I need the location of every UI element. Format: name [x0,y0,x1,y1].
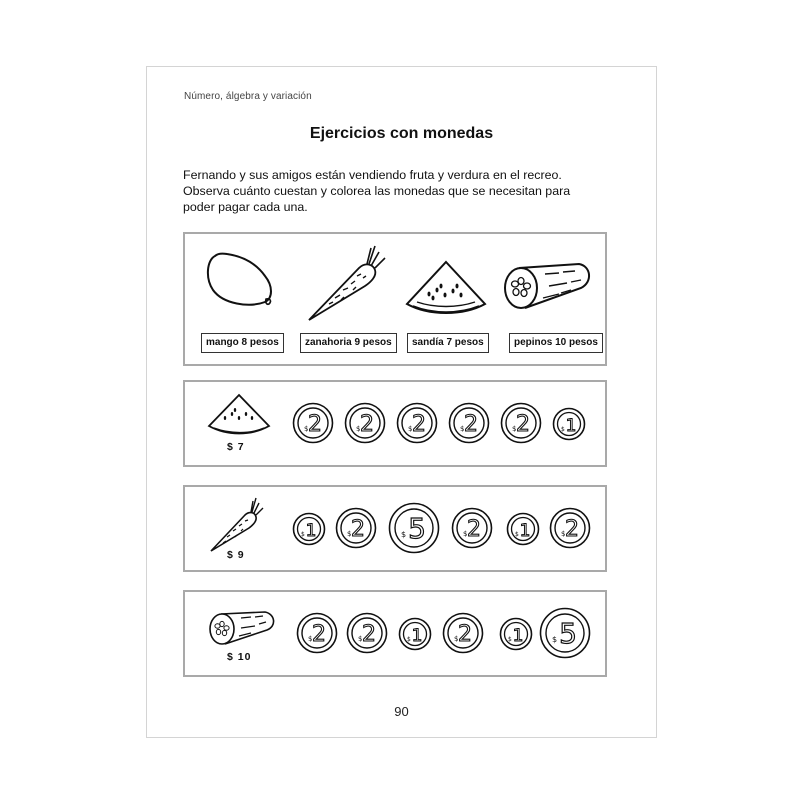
svg-text:$: $ [561,530,566,538]
coin-1-peso[interactable] [398,617,432,651]
coin-2-pesos[interactable] [549,507,591,549]
svg-text:2: 2 [516,412,530,437]
exercise-panel-pepinos [183,590,607,677]
svg-text:$: $ [454,635,459,643]
exercise-price: $ 7 [227,441,245,453]
coin-1-peso[interactable] [292,512,326,546]
price-tag-zanahoria: zanahoria 9 pesos [300,333,397,353]
coin-1-peso[interactable] [506,512,540,546]
coin-5-pesos[interactable] [388,502,440,554]
svg-text:5: 5 [559,617,577,650]
svg-text:$: $ [347,530,352,538]
svg-text:2: 2 [458,622,472,647]
svg-text:2: 2 [308,412,322,437]
svg-text:$: $ [561,426,565,433]
svg-text:$: $ [512,425,517,433]
svg-text:1: 1 [411,626,423,646]
svg-text:$: $ [515,531,519,538]
svg-text:$: $ [401,530,407,539]
svg-text:$: $ [408,425,413,433]
coin-2-pesos[interactable] [448,402,490,444]
coin-1-peso[interactable] [499,617,533,651]
watermelon-slice-icon [403,258,489,324]
svg-text:$: $ [407,636,411,643]
cucumber-icon [501,262,593,318]
price-tag-pepinos: pepinos 10 pesos [509,333,603,353]
svg-text:2: 2 [464,412,478,437]
svg-text:$: $ [304,425,309,433]
coin-2-pesos[interactable] [396,402,438,444]
svg-text:1: 1 [305,521,317,541]
svg-text:1: 1 [512,626,524,646]
svg-text:2: 2 [467,517,481,542]
coin-2-pesos[interactable] [346,612,388,654]
svg-text:$: $ [508,636,512,643]
products-panel [183,232,607,366]
cucumber-icon [207,610,277,652]
coin-2-pesos[interactable] [500,402,542,444]
coin-5-pesos[interactable] [539,607,591,659]
exercise-price: $ 9 [227,549,245,561]
coin-2-pesos[interactable] [442,612,484,654]
svg-text:2: 2 [351,517,365,542]
svg-text:$: $ [358,635,363,643]
svg-text:2: 2 [312,622,326,647]
svg-text:5: 5 [408,512,426,545]
exercise-price: $ 10 [227,651,252,663]
svg-text:$: $ [308,635,313,643]
page-number: 90 [394,704,409,719]
svg-text:$: $ [552,635,558,644]
coin-2-pesos[interactable] [344,402,386,444]
svg-text:1: 1 [519,521,531,541]
exercise-panel-zanahoria [183,485,607,572]
coin-2-pesos[interactable] [296,612,338,654]
svg-text:$: $ [463,530,468,538]
coin-2-pesos[interactable] [335,507,377,549]
coin-2-pesos[interactable] [451,507,493,549]
mango-icon [203,250,275,316]
svg-text:$: $ [460,425,465,433]
section-label: Número, álgebra y variación [184,91,312,102]
svg-text:2: 2 [412,412,426,437]
svg-text:2: 2 [362,622,376,647]
svg-text:$: $ [301,531,305,538]
svg-text:2: 2 [360,412,374,437]
coin-2-pesos[interactable] [292,402,334,444]
page-title: Ejercicios con monedas [309,125,494,142]
price-tag-sandia: sandía 7 pesos [407,333,489,353]
coin-1-peso[interactable] [552,407,586,441]
carrot-icon [305,238,395,328]
svg-text:1: 1 [565,416,577,436]
svg-text:$: $ [356,425,361,433]
instructions-text: Fernando y sus amigos están vendiendo fruta y verdura en el recreo. Observa cuánto cuestan y colorea las monedas que se necesitan para poder pagar cada una. [183,168,571,214]
svg-text:2: 2 [565,517,579,542]
exercise-panel-sandia [183,380,607,467]
watermelon-slice-icon [205,392,273,442]
price-tag-mango: mango 8 pesos [201,333,284,353]
